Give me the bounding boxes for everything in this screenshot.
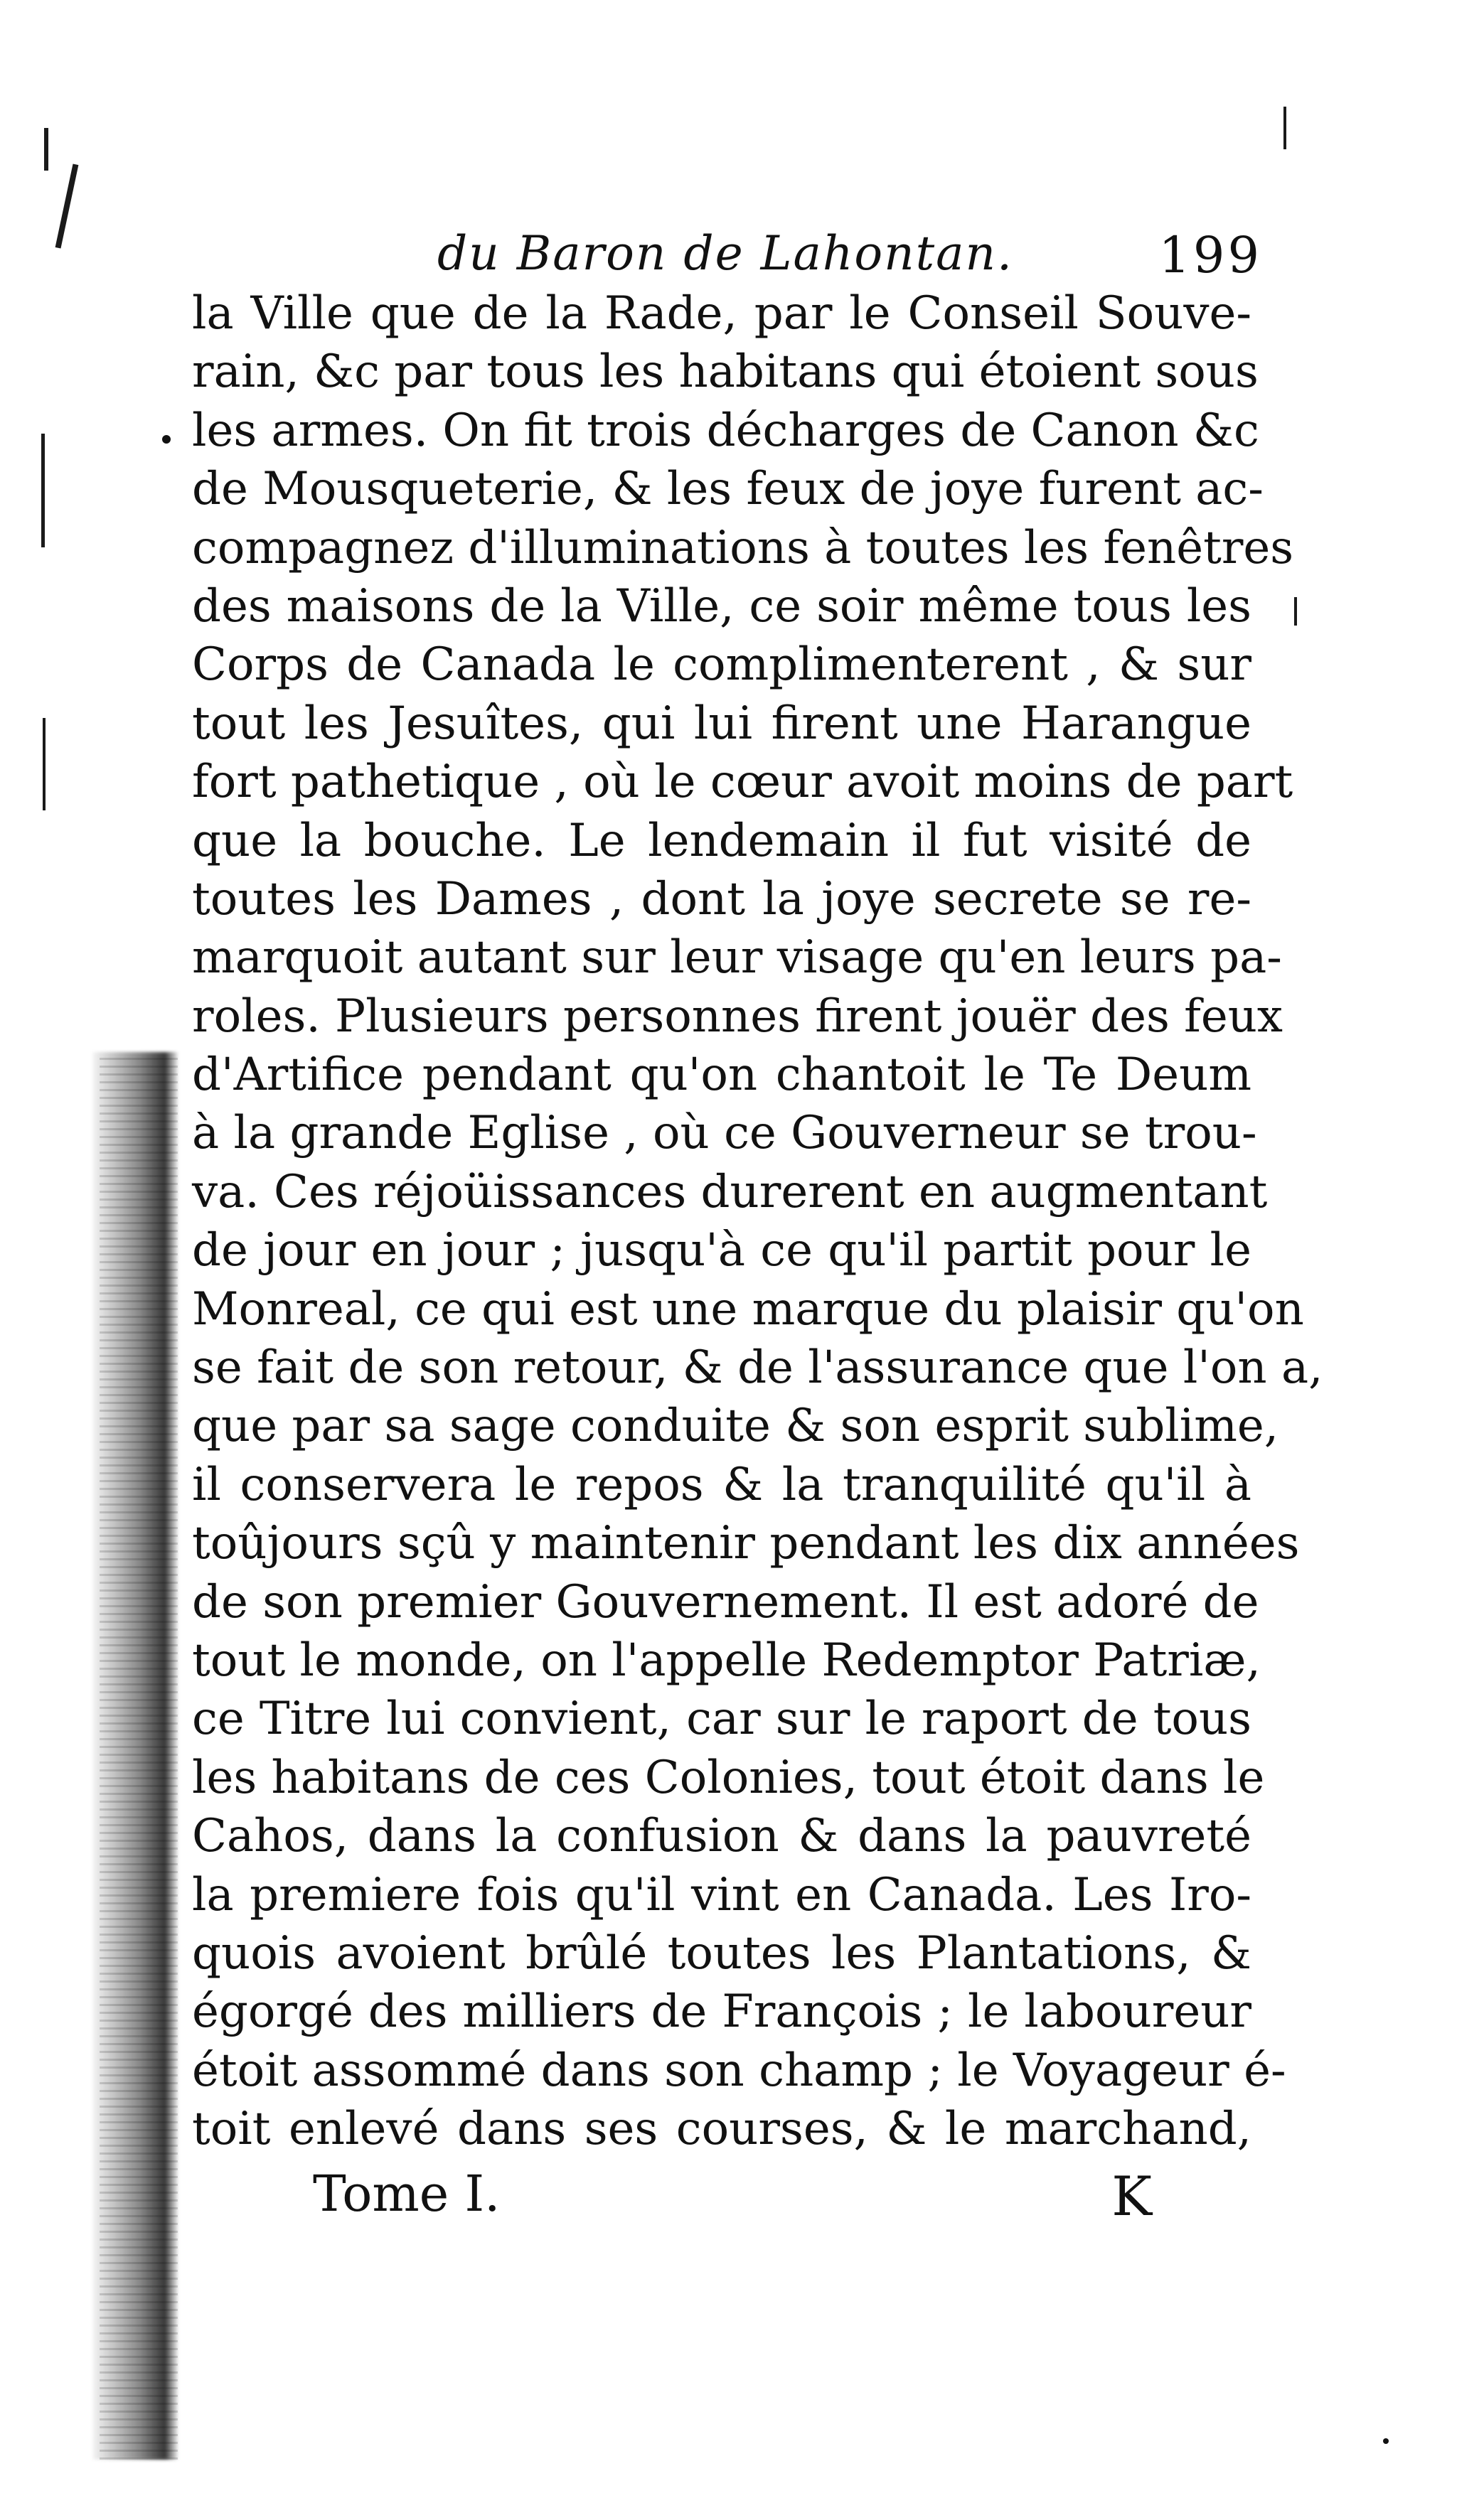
text-line: la Ville que de la Rade, par le Conseil Souve- <box>192 287 1251 340</box>
text-line: rain, &c par tous les habitans qui étoient sous <box>192 345 1259 399</box>
text-line: tout le monde, on l'appelle Redemptor Patriæ, <box>192 1634 1261 1687</box>
text-line: égorgé des milliers de François ; le laboureur <box>192 1985 1251 2039</box>
page-number: 199 <box>1158 226 1262 284</box>
text-line: marquoit autant sur leur visage qu'en leurs pa- <box>192 931 1282 985</box>
text-line: il conservera le repos & la tranquilité qu'il à <box>192 1458 1251 1511</box>
binding-gutter-texture <box>100 1052 178 2460</box>
text-line: que par sa sage conduite & son esprit sublime, <box>192 1400 1279 1453</box>
margin-mark <box>41 434 45 547</box>
body-text <box>192 284 1323 2159</box>
volume-signature: Tome I. <box>313 2165 501 2223</box>
margin-mark <box>55 163 79 248</box>
text-line: toit enlevé dans ses courses, & le marchand, <box>192 2103 1251 2156</box>
page-footer <box>313 2165 1152 2236</box>
text-line: fort pathetique , où le cœur avoit moins de part <box>192 756 1293 809</box>
text-line: de jour en jour ; jusqu'à ce qu'il partit pour le <box>192 1224 1251 1277</box>
text-line: Corps de Canada le complimenterent , & sur <box>192 638 1251 692</box>
margin-mark <box>1283 107 1286 149</box>
text-line: compagnez d'illuminations à toutes les fenêtres <box>192 521 1294 574</box>
text-line: de Mousqueterie, & les feux de joye furent ac- <box>192 463 1264 516</box>
text-line: tout les Jesuîtes, qui lui firent une Harangue <box>192 697 1251 750</box>
text-line: toûjours sçû y maintenir pendant les dix années <box>192 1517 1300 1570</box>
text-line: quois avoient brûlé toutes les Plantations, & <box>192 1926 1251 1980</box>
text-line: roles. Plusieurs personnes firent jouër des feux <box>192 990 1283 1043</box>
text-line: de son premier Gouvernement. Il est adoré de <box>192 1575 1259 1629</box>
gathering-signature: K <box>1111 2165 1152 2228</box>
text-line: les habitans de ces Colonies, tout étoit dans le <box>192 1751 1265 1804</box>
text-line: que la bouche. Le lendemain il fut visité de <box>192 814 1251 867</box>
text-line: Monreal, ce qui est une marque du plaisir qu'on <box>192 1282 1304 1336</box>
text-line: d'Artifice pendant qu'on chantoit le Te Deum <box>192 1049 1251 1102</box>
text-line: des maisons de la Ville, ce soir même tous les <box>192 579 1251 633</box>
text-line: va. Ces réjoüissances durerent en augmentant <box>192 1165 1268 1218</box>
margin-dot <box>162 435 171 444</box>
text-line: Cahos, dans la confusion & dans la pauvreté <box>192 1810 1251 1863</box>
margin-mark <box>44 128 48 171</box>
text-line: les armes. On fit trois décharges de Canon &c <box>192 404 1259 457</box>
running-head: du Baron de Lahontan. <box>437 226 1013 281</box>
text-line: ce Titre lui convient, car sur le raport de tous <box>192 1693 1251 1746</box>
text-line: à la grande Eglise , où ce Gouverneur se trou- <box>192 1107 1257 1160</box>
text-line: toutes les Dames , dont la joye secrete se re- <box>192 872 1251 926</box>
margin-mark <box>1294 597 1297 626</box>
margin-mark <box>43 718 46 810</box>
text-line: se fait de son retour, & de l'assurance que l'on a, <box>192 1341 1323 1395</box>
text-line: étoit assommé dans son champ ; le Voyageur é- <box>192 2044 1286 2097</box>
text-line: la premiere fois qu'il vint en Canada. Les Iro- <box>192 1868 1251 1921</box>
margin-dot <box>1383 2438 1389 2444</box>
